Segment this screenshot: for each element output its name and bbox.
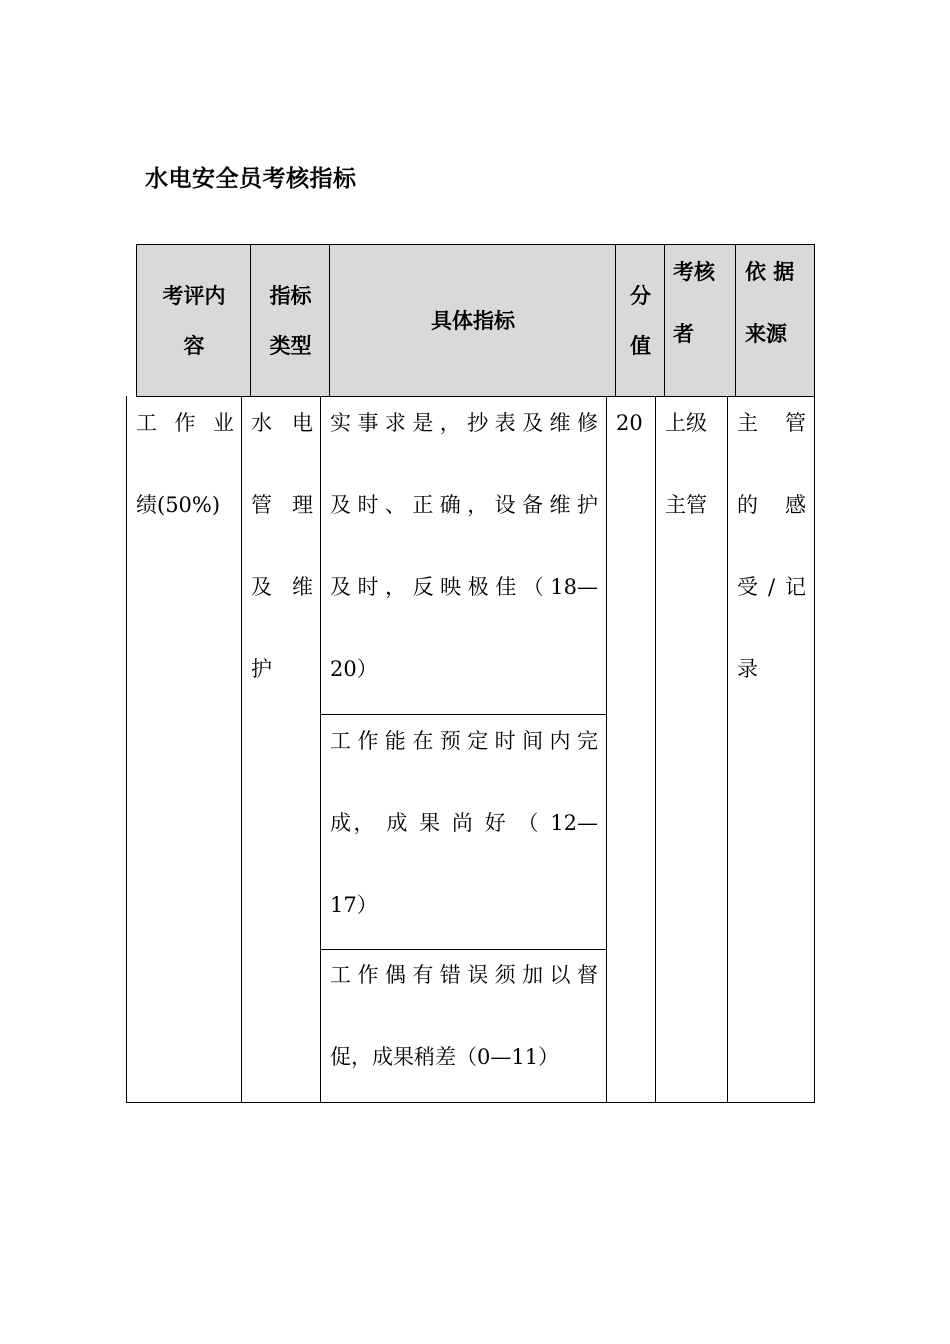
indicator-text-line: 工作偶有错误须加以督 [330, 963, 598, 987]
cell-text-line: 工 作 业 [136, 411, 234, 435]
header-cell-assessor [664, 244, 736, 397]
header-text-line: 依 据 [745, 260, 795, 284]
header-text-line: 来源 [745, 322, 787, 346]
header-text-line: 值 [630, 333, 651, 358]
indicator-level-good [321, 700, 607, 946]
cell-text-line: 主 管 [737, 411, 806, 435]
header-text-line: 指标 [269, 283, 312, 308]
indicator-text-line: 17） [330, 893, 378, 917]
cell-basis-source [727, 396, 815, 1103]
indicator-text-line: 成， 成 果 尚 好 （ 12— [330, 811, 598, 835]
header-text: 具体指标 [431, 308, 515, 333]
header-cell-score [615, 244, 665, 397]
header-cell-specific-indicator [329, 244, 616, 397]
header-cell-indicator-type [250, 244, 330, 397]
indicator-text-line: 及时，反映极佳（18— [330, 575, 598, 599]
header-text-line: 者 [673, 322, 694, 346]
cell-text-line: 管 理 [251, 493, 313, 517]
cell-indicator-type [241, 396, 321, 1103]
header-text-line: 容 [183, 333, 205, 358]
cell-text-line: 录 [737, 657, 758, 681]
indicator-level-excellent [321, 382, 607, 710]
cell-assessor [655, 396, 728, 1103]
header-text-line: 考核 [673, 260, 715, 284]
cell-text-line: 的 感 [737, 493, 806, 517]
indicator-text-line: 及时、正确，设备维护 [330, 493, 598, 517]
cell-score [606, 396, 656, 1103]
cell-text-line: 绩(50%) [136, 493, 221, 517]
header-text-line: 分 [630, 283, 651, 308]
header-text-line: 考评内 [162, 283, 226, 308]
cell-text-line: 受/记 [737, 575, 806, 599]
indicator-text-line: 20） [330, 657, 378, 681]
header-cell-basis-source [735, 244, 815, 397]
indicator-text-line: 工作能在预定时间内完 [330, 729, 598, 753]
page-title: 水电安全员考核指标 [145, 166, 357, 192]
header-cell-evaluation-content [136, 244, 251, 397]
cell-text-line: 护 [251, 657, 272, 681]
cell-text-line: 20 [616, 411, 643, 435]
header-text-line: 类型 [269, 333, 312, 358]
indicator-text-line: 促，成果稍差（0—11） [330, 1045, 560, 1069]
cell-text-line: 上级 [665, 411, 707, 435]
cell-text-line: 及 维 [251, 575, 313, 599]
indicator-level-poor [321, 934, 607, 1098]
indicator-text-line: 实事求是，抄表及维修 [330, 411, 598, 435]
cell-evaluation-content [126, 396, 242, 1103]
cell-text-line: 主管 [665, 493, 707, 517]
cell-text-line: 水 电 [251, 411, 313, 435]
